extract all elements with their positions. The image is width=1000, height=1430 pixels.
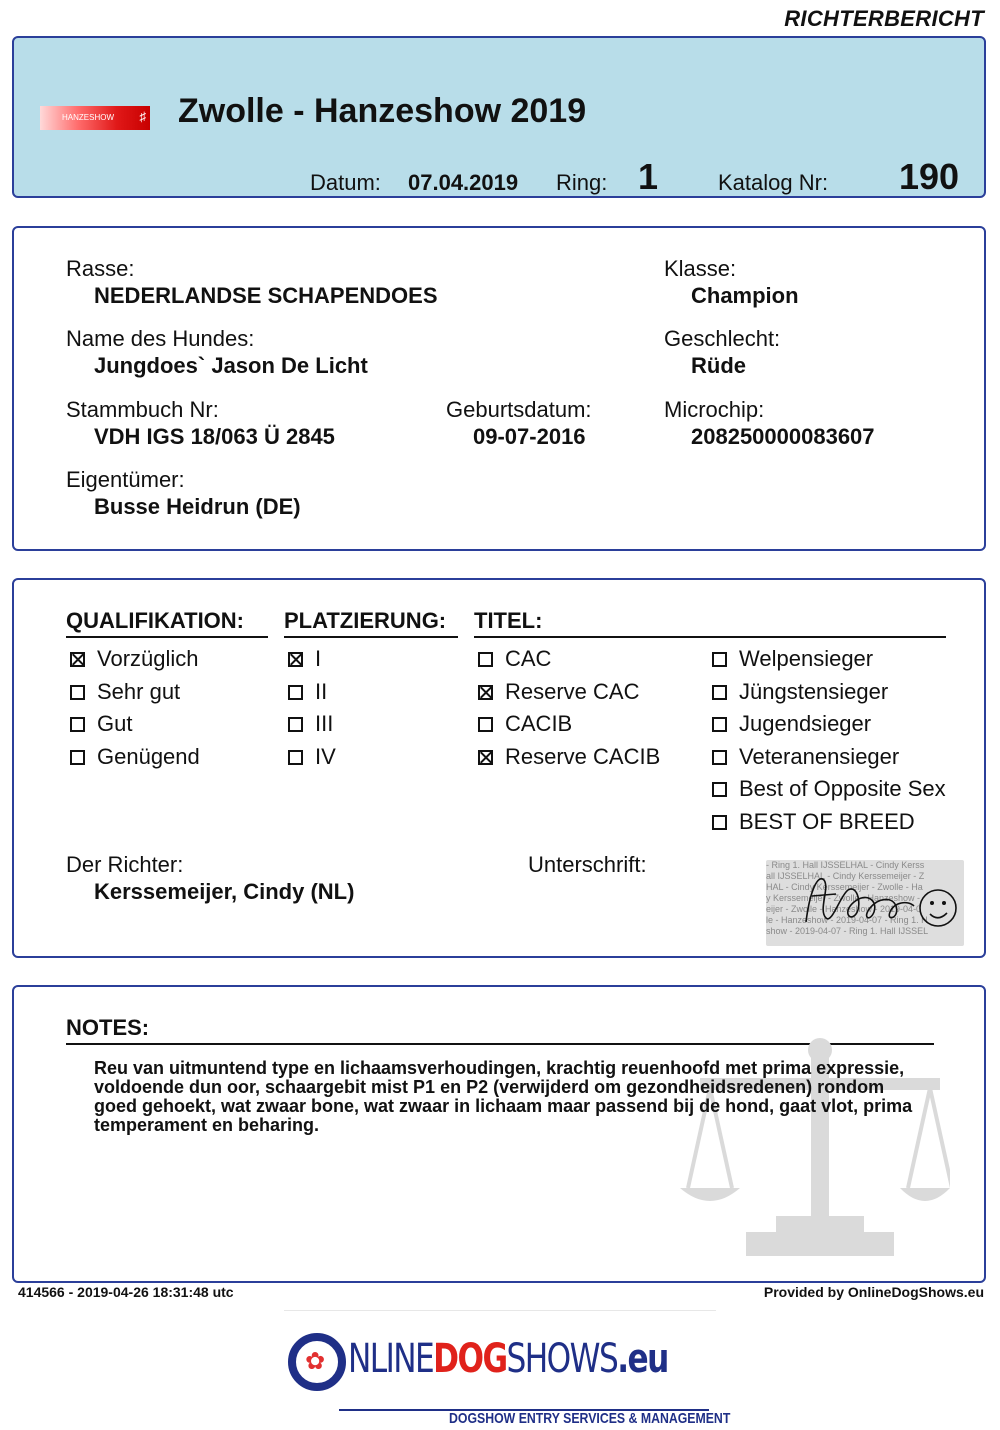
ring-label: Ring: [556,170,608,195]
class-value: Champion [691,283,799,308]
option-label: Jugendsieger [739,711,872,736]
option-label: Sehr gut [97,679,181,704]
owner-label: Eigentümer: [66,467,185,492]
dog-name-value: Jungdoes` Jason De Licht [94,353,368,378]
brand-word-shows: SHOWS [506,1336,618,1382]
ring-value: 1 [638,156,659,197]
option-label: Gut [97,711,133,736]
sex-label: Geschlecht: [664,326,781,351]
footer-provider: Provided by OnlineDogShows.eu [763,1284,984,1300]
brand-word-dog: DOG [433,1336,507,1382]
signature-watermark-line: - Ring 1. Hall IJSSELHAL - Cindy Kerss [766,860,925,870]
notes-heading: NOTES: [66,1015,934,1045]
checkbox-icon[interactable] [712,750,727,765]
option-label: Genügend [97,744,200,769]
paw-print-icon: ✿ [305,1348,326,1375]
title-option-reserve-cacib[interactable] [478,744,660,770]
qualification-heading: QUALIFIKATION: [66,608,268,638]
birthdate-label: Geburtsdatum: [446,397,592,422]
placement-heading: PLATZIERUNG: [284,608,458,638]
catalog-label: Katalog Nr: [718,170,829,195]
dog-logo-icon: ♯ [139,109,146,124]
breed-value: NEDERLANDSE SCHAPENDOES [94,283,438,308]
document-type: RICHTERBERICHT [784,6,984,31]
qualification-option-gut[interactable] [70,711,132,737]
class-label: Klasse: [664,256,737,281]
show-title: Zwolle - Hanzeshow 2019 [178,92,587,130]
checkbox-checked-icon[interactable] [288,652,303,667]
brand-tagline: DOGSHOW ENTRY SERVICES & MANAGEMENT [449,1410,731,1427]
checkbox-checked-icon[interactable] [478,685,493,700]
signature-scribble-icon [766,860,964,946]
placement-option-4[interactable] [288,744,336,770]
signature-watermark-line: eijer - Zwolle - Hanzeshow - 2019-04-0 [766,904,922,914]
qualification-option-vorzueglich[interactable] [70,646,199,672]
signature-watermark-line: y Kerssemeijer - Zwolle - Hanzeshow - [766,893,921,903]
option-label: Veteranensieger [739,744,900,769]
title-option-reserve-cac[interactable] [478,679,639,705]
title-option-best-of-opposite-sex[interactable] [712,776,946,802]
option-label: II [315,679,328,704]
option-label: IV [315,744,336,769]
checkbox-icon[interactable] [70,750,85,765]
title-option-cacib[interactable] [478,711,572,737]
sex-value: Rüde [691,353,746,378]
date-value: 07.04.2019 [408,170,519,195]
brand-word-eu: .eu [617,1336,668,1382]
checkbox-icon[interactable] [712,652,727,667]
dog-info-panel [12,226,986,551]
option-label: Vorzüglich [97,646,199,671]
breed-label: Rasse: [66,256,135,281]
checkbox-icon[interactable] [712,815,727,830]
signature-label: Unterschrift: [528,852,647,877]
notes-text: Reu van uitmuntend type en lichaamsverhoudingen, krachtig reuenhoofd met prima expressie, voldoende dun oor, schaargebit mist P1 en P2 (verwijderd om gezondheidsredenen) rondom goed gehoekt, wat zwaar bone, wat zwaar in lichaam maar passend bij de hond, gaat vlot, prima temperament en beharing. [94,1058,913,1135]
paw-circle-icon [288,1333,346,1391]
qualification-option-sehr-gut[interactable] [70,679,180,705]
brand-word-online: NLINE [348,1336,434,1382]
placement-option-2[interactable] [288,679,327,705]
owner-value: Busse Heidrun (DE) [94,494,301,519]
judging-panel [12,578,986,958]
title-option-cac[interactable] [478,646,551,672]
checkbox-icon[interactable] [478,652,493,667]
show-header [12,36,986,198]
option-label: Welpensieger [739,646,874,671]
footer-id-timestamp: 414566 - 2019-04-26 18:31:48 utc [18,1284,234,1300]
title-option-veteranensieger[interactable] [712,744,899,770]
logo-text: HANZESHOW [62,113,114,122]
option-label: CACIB [505,711,573,736]
checkbox-icon[interactable] [712,685,727,700]
checkbox-icon[interactable] [288,685,303,700]
date-label: Datum: [310,170,381,195]
checkbox-icon[interactable] [288,717,303,732]
signature-watermark-line: le - Hanzeshow - 2019-04-07 - Ring 1. H [766,915,928,925]
option-label: Reserve CACIB [505,744,661,769]
title-option-welpensieger[interactable] [712,646,873,672]
placement-option-1[interactable] [288,646,321,672]
checkbox-checked-icon[interactable] [70,652,85,667]
checkbox-icon[interactable] [70,685,85,700]
signature-watermark-line: all IJSSELHAL - Cindy Kerssemeijer - Z [766,871,925,881]
option-label: I [315,646,322,671]
title-heading: TITEL: [474,608,946,638]
checkbox-icon[interactable] [478,717,493,732]
microchip-value: 208250000083607 [691,424,875,449]
checkbox-icon[interactable] [70,717,85,732]
placement-option-3[interactable] [288,711,333,737]
option-label: CAC [505,646,552,671]
option-label: III [315,711,334,736]
microchip-label: Microchip: [664,397,765,422]
checkbox-icon[interactable] [712,717,727,732]
title-option-juengstensieger[interactable] [712,679,888,705]
hanzeshow-logo [40,106,150,130]
notes-panel [12,985,986,1283]
title-option-best-of-breed[interactable] [712,809,915,835]
checkbox-icon[interactable] [712,782,727,797]
qualification-option-genuegend[interactable] [70,744,200,770]
title-option-jugendsieger[interactable] [712,711,871,737]
studbook-value: VDH IGS 18/063 Ü 2845 [94,424,335,449]
signature-watermark-line: show - 2019-04-07 - Ring 1. Hall IJSSEL [766,926,929,936]
onlinedogshows-logo[interactable] [284,1310,731,1430]
brand-wordmark [348,1333,668,1385]
judge-label: Der Richter: [66,852,184,877]
option-label: BEST OF BREED [739,809,915,834]
checkbox-icon[interactable] [288,750,303,765]
dog-name-label: Name des Hundes: [66,326,255,351]
judge-value: Kerssemeijer, Cindy (NL) [94,879,355,904]
catalog-value: 190 [899,156,960,197]
signature-watermark-line: HAL - Cindy Kerssemeijer - Zwolle - Ha [766,882,923,892]
option-label: Best of Opposite Sex [739,776,946,801]
checkbox-checked-icon[interactable] [478,750,493,765]
judge-signature [766,860,964,946]
option-label: Jüngstensieger [739,679,889,704]
option-label: Reserve CAC [505,679,640,704]
studbook-label: Stammbuch Nr: [66,397,219,422]
birthdate-value: 09-07-2016 [473,424,586,449]
